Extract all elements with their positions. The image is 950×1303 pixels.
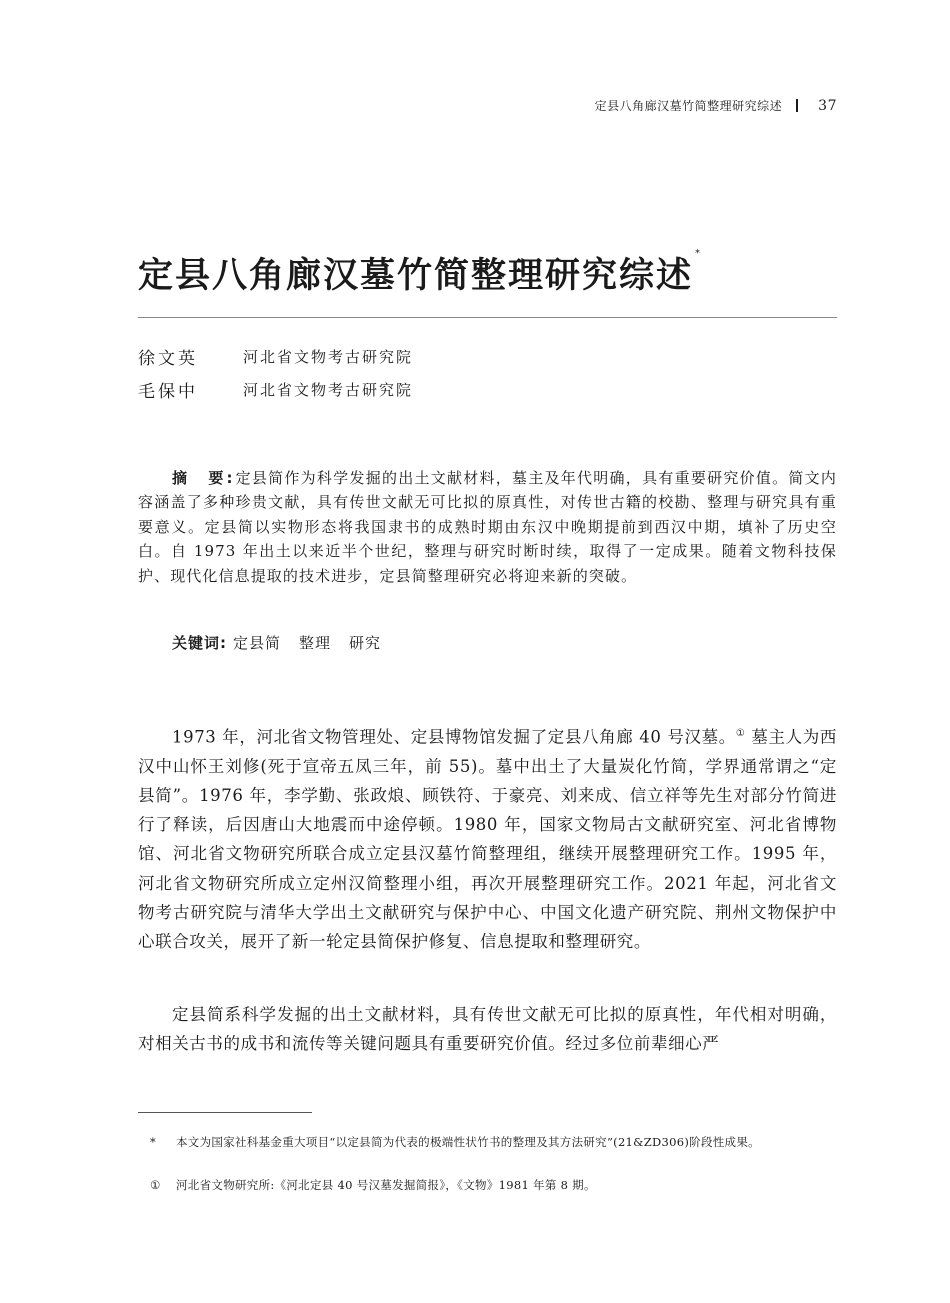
keyword: 定县简 [233, 634, 282, 652]
author-affiliation: 河北省文物考古研究院 [243, 348, 414, 366]
author-name: 徐文英 [138, 349, 198, 369]
keyword: 研究 [349, 634, 382, 652]
running-head [595, 97, 837, 114]
paragraph-text: 墓主人为西汉中山怀王刘修(死于宣帝五凤三年，前 55)。墓中出土了大量炭化竹简，学界通常谓之“定县简”。1976 年，李学勤、张政烺、顾铁符、于豪亮、刘来成、信立祥等先生对部分竹简进行了释读，后因唐山大地震而中途停顿。1980 年，国家文物局古文献研究室、河北省博物馆、河北省文物研究所联合成立定县汉墓竹简整理组，继续开展整理研究工作。1995 年，河北省文物研究所成立定州汉简整理小组，再次开展整理研究工作。2021 年起，河北省文物考古研究院与清华大学出土文献研究与保护中心、中国文化遗产研究院、荆州文物保护中心联合攻关，展开了新一轮定县简保护修复、信息提取和整理研究。 [138, 727, 837, 951]
footnote-ref[interactable]: ① [735, 728, 746, 739]
running-title: 定县八角廊汉墓竹简整理研究综述 [594, 99, 783, 113]
keywords [172, 632, 381, 653]
footnote-mark: * [150, 1135, 157, 1149]
footnote [138, 1133, 837, 1151]
footnote [138, 1176, 837, 1194]
page-number: 37 [818, 97, 837, 114]
author-affiliation: 河北省文物考古研究院 [243, 381, 414, 399]
keywords-label: 关键词: [172, 634, 227, 652]
abstract [138, 466, 837, 588]
abstract-label: 摘 要: [172, 469, 236, 487]
title-footnote-marker: * [695, 248, 703, 259]
article-title [138, 248, 702, 298]
author-row [138, 377, 413, 402]
author-row [138, 344, 413, 369]
footnote-rule [138, 1112, 312, 1113]
footnote-text: 本文为国家社科基金重大项目“以定县简为代表的极端性状竹书的整理及其方法研究”(21&ZD306)阶段性成果。 [176, 1135, 760, 1149]
title-rule [138, 317, 837, 318]
footnote-text: 河北省文物研究所:《河北定县 40 号汉墓发掘简报》，《文物》1981 年第 8 期。 [176, 1178, 596, 1192]
author-name: 毛保中 [138, 382, 198, 402]
body-paragraph-2: 定县简系科学发掘的出土文献材料，具有传世文献无可比拟的原真性，年代相对明确，对相关古书的成书和流传等关键问题具有重要研究价值。经过多位前辈细心严 [138, 1005, 837, 1054]
body-paragraph-1 [138, 719, 837, 956]
header-divider [796, 99, 798, 112]
abstract-text: 定县简作为科学发掘的出土文献材料，墓主及年代明确，具有重要研究价值。简文内容涵盖了多种珍贵文献，具有传世文献无可比拟的原真性，对传世古籍的校勘、整理与研究具有重要意义。定县简以实物形态将我国隶书的成熟时期由东汉中晚期提前到西汉中期，填补了历史空白。自 1973 年出土以来近半个世纪，整理与研究时断时续，取得了一定成果。随着文物科技保护、现代化信息提取的技术进步，定县简整理研究必将迎来新的突破。 [138, 469, 837, 585]
keyword: 整理 [299, 634, 332, 652]
paragraph-text: 1973 年，河北省文物管理处、定县博物馆发掘了定县八角廊 40 号汉墓。 [172, 727, 736, 747]
article-title-text: 定县八角廊汉墓竹简整理研究综述 [138, 256, 694, 296]
footnote-mark: ① [150, 1178, 161, 1192]
